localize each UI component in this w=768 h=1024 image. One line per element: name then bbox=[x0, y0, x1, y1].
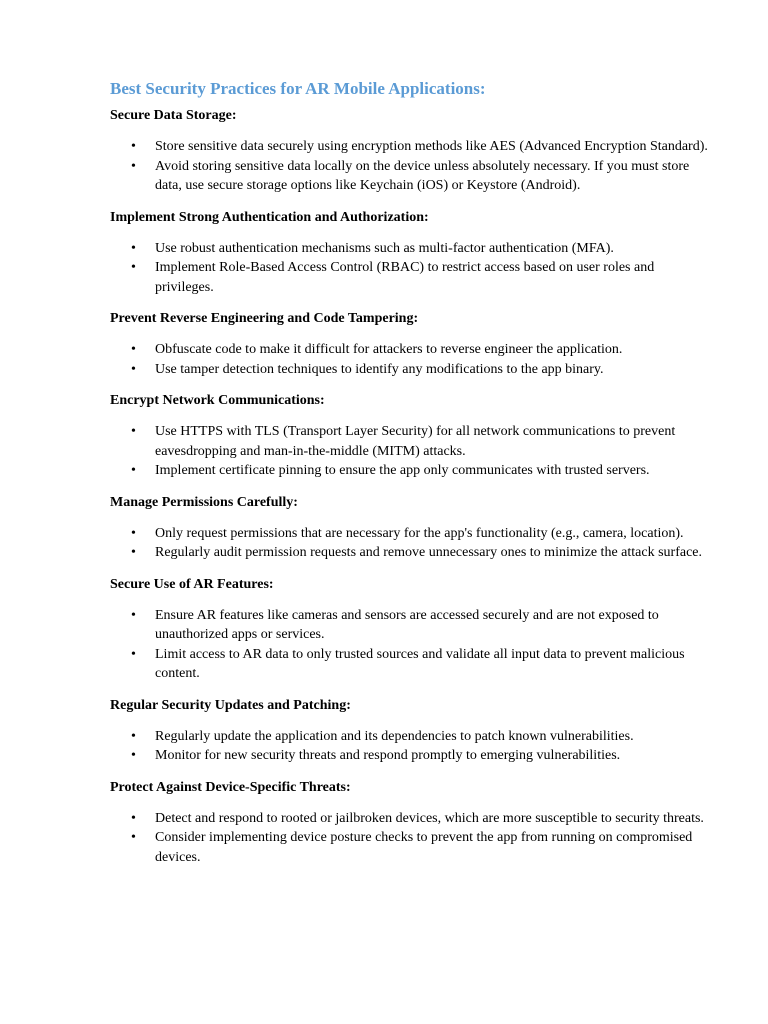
section-heading: Manage Permissions Carefully: bbox=[110, 494, 298, 510]
bullet-list bbox=[110, 727, 710, 766]
bullet-icon: • bbox=[131, 424, 136, 439]
list-item-text: Obfuscate code to make it difficult for attackers to reverse engineer the application. bbox=[155, 342, 623, 357]
bullet-list bbox=[110, 524, 710, 563]
list-item-text: Avoid storing sensitive data locally on the device unless absolutely necessary. If you must store data, use secure storage options like Keychain (iOS) or Keystore (Android). bbox=[155, 158, 690, 193]
list-item bbox=[110, 543, 710, 563]
page-title: Best Security Practices for AR Mobile Applications: bbox=[110, 79, 486, 98]
list-item bbox=[110, 524, 710, 544]
list-item-text: Use HTTPS with TLS (Transport Layer Security) for all network communications to prevent eavesdropping and man-in-the-middle (MITM) attacks. bbox=[155, 424, 676, 459]
section-block bbox=[110, 208, 710, 298]
list-item-text: Use robust authentication mechanisms such as multi-factor authentication (MFA). bbox=[155, 240, 614, 256]
list-item bbox=[110, 746, 710, 766]
bullet-icon: • bbox=[131, 158, 136, 174]
list-item bbox=[110, 239, 710, 259]
bullet-icon: • bbox=[131, 728, 136, 744]
section-block bbox=[110, 391, 710, 481]
list-item-text: Consider implementing device posture checks to prevent the app from running on compromised devices. bbox=[155, 830, 693, 865]
list-item-text: Store sensitive data securely using encryption methods like AES (Advanced Encryption Standard). bbox=[155, 139, 708, 154]
section-block bbox=[110, 778, 710, 868]
bullet-icon: • bbox=[131, 646, 136, 662]
bullet-icon: • bbox=[131, 545, 136, 560]
bullet-icon: • bbox=[131, 342, 136, 357]
list-item bbox=[110, 157, 710, 196]
list-item bbox=[110, 340, 710, 360]
list-item-text: Regularly audit permission requests and remove unnecessary ones to minimize the attack surface. bbox=[155, 545, 702, 560]
section-heading: Secure Use of AR Features: bbox=[110, 576, 274, 592]
section-heading: Prevent Reverse Engineering and Code Tampering: bbox=[110, 311, 419, 326]
bullet-list bbox=[110, 606, 710, 684]
section-heading: Protect Against Device-Specific Threats: bbox=[110, 779, 351, 795]
bullet-icon: • bbox=[131, 525, 136, 541]
list-item bbox=[110, 727, 710, 747]
bullet-icon: • bbox=[131, 361, 136, 377]
list-item-text: Regularly update the application and its dependencies to patch known vulnerabilities. bbox=[155, 728, 634, 744]
list-item-text: Ensure AR features like cameras and sensors are accessed securely and are not exposed to unauthorized apps or services. bbox=[155, 607, 659, 642]
bullet-icon: • bbox=[131, 240, 136, 256]
list-item bbox=[110, 809, 710, 829]
list-item bbox=[110, 360, 710, 380]
list-item bbox=[110, 258, 710, 297]
bullet-list bbox=[110, 137, 710, 196]
bullet-list bbox=[110, 422, 710, 481]
bullet-icon: • bbox=[131, 463, 136, 478]
section-heading: Secure Data Storage: bbox=[110, 108, 237, 123]
sections-container bbox=[110, 106, 710, 867]
list-item-text: Only request permissions that are necessary for the app's functionality (e.g., camera, location). bbox=[155, 525, 684, 541]
bullet-list bbox=[110, 239, 710, 298]
bullet-icon: • bbox=[131, 139, 136, 154]
bullet-icon: • bbox=[131, 810, 136, 826]
section-block bbox=[110, 575, 710, 684]
list-item-text: Monitor for new security threats and respond promptly to emerging vulnerabilities. bbox=[155, 748, 621, 763]
document-page bbox=[110, 78, 710, 879]
list-item-text: Implement Role-Based Access Control (RBAC) to restrict access based on user roles and privileges. bbox=[155, 260, 655, 295]
list-item bbox=[110, 645, 710, 684]
bullet-icon: • bbox=[131, 748, 136, 763]
list-item bbox=[110, 137, 710, 157]
list-item-text: Detect and respond to rooted or jailbroken devices, which are more susceptible to security threats. bbox=[155, 810, 704, 826]
list-item bbox=[110, 606, 710, 645]
bullet-list bbox=[110, 809, 710, 868]
list-item-text: Limit access to AR data to only trusted sources and validate all input data to prevent malicious content. bbox=[155, 646, 685, 681]
section-heading: Implement Strong Authentication and Authorization: bbox=[110, 209, 429, 225]
list-item-text: Implement certificate pinning to ensure the app only communicates with trusted servers. bbox=[155, 463, 650, 478]
list-item bbox=[110, 422, 710, 461]
bullet-icon: • bbox=[131, 830, 136, 845]
list-item-text: Use tamper detection techniques to identify any modifications to the app binary. bbox=[155, 361, 604, 377]
list-item bbox=[110, 828, 710, 867]
section-block bbox=[110, 106, 710, 196]
section-block bbox=[110, 493, 710, 563]
section-block bbox=[110, 309, 710, 379]
section-block bbox=[110, 696, 710, 766]
list-item bbox=[110, 461, 710, 481]
bullet-list bbox=[110, 340, 710, 379]
bullet-icon: • bbox=[131, 260, 136, 275]
section-heading: Encrypt Network Communications: bbox=[110, 393, 325, 408]
section-heading: Regular Security Updates and Patching: bbox=[110, 697, 351, 713]
bullet-icon: • bbox=[131, 607, 136, 623]
